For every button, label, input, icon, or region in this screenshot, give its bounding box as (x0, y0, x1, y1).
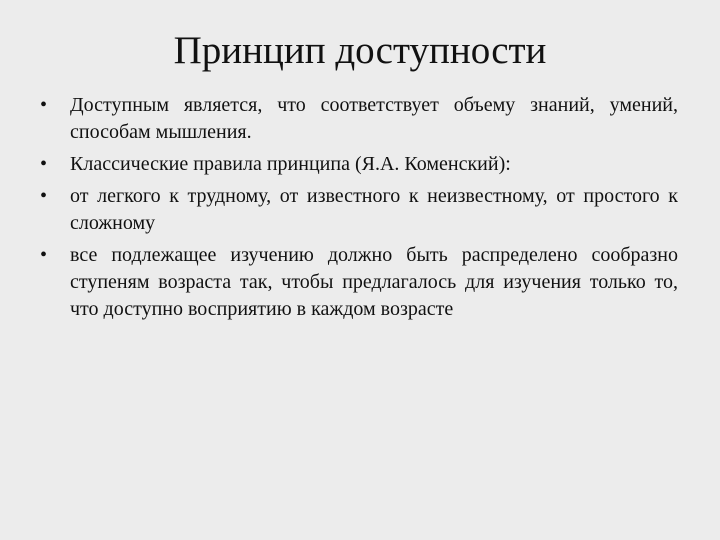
bullet-text: все подлежащее изучению должно быть распределено сообразно ступеням возраста так, чтобы предлагалось для изучения только то, что доступно восприятию в каждом возрасте (70, 244, 678, 320)
bullet-list (38, 92, 678, 328)
list-item (38, 183, 678, 237)
list-item (38, 151, 678, 178)
bullet-icon: • (40, 153, 48, 175)
slide-title: Принцип доступности (173, 29, 547, 72)
bullet-icon: • (40, 185, 48, 207)
bullet-text: Доступным является, что соответствует объему знаний, умений, способам мышления. (70, 94, 678, 143)
list-item (38, 92, 678, 146)
bullet-icon: • (40, 244, 48, 266)
bullet-text: от легкого к трудному, от известного к неизвестному, от простого к сложному (70, 185, 678, 234)
list-item (38, 242, 678, 323)
bullet-icon: • (40, 94, 48, 116)
bullet-text: Классические правила принципа (Я.А. Коменский): (70, 153, 511, 175)
